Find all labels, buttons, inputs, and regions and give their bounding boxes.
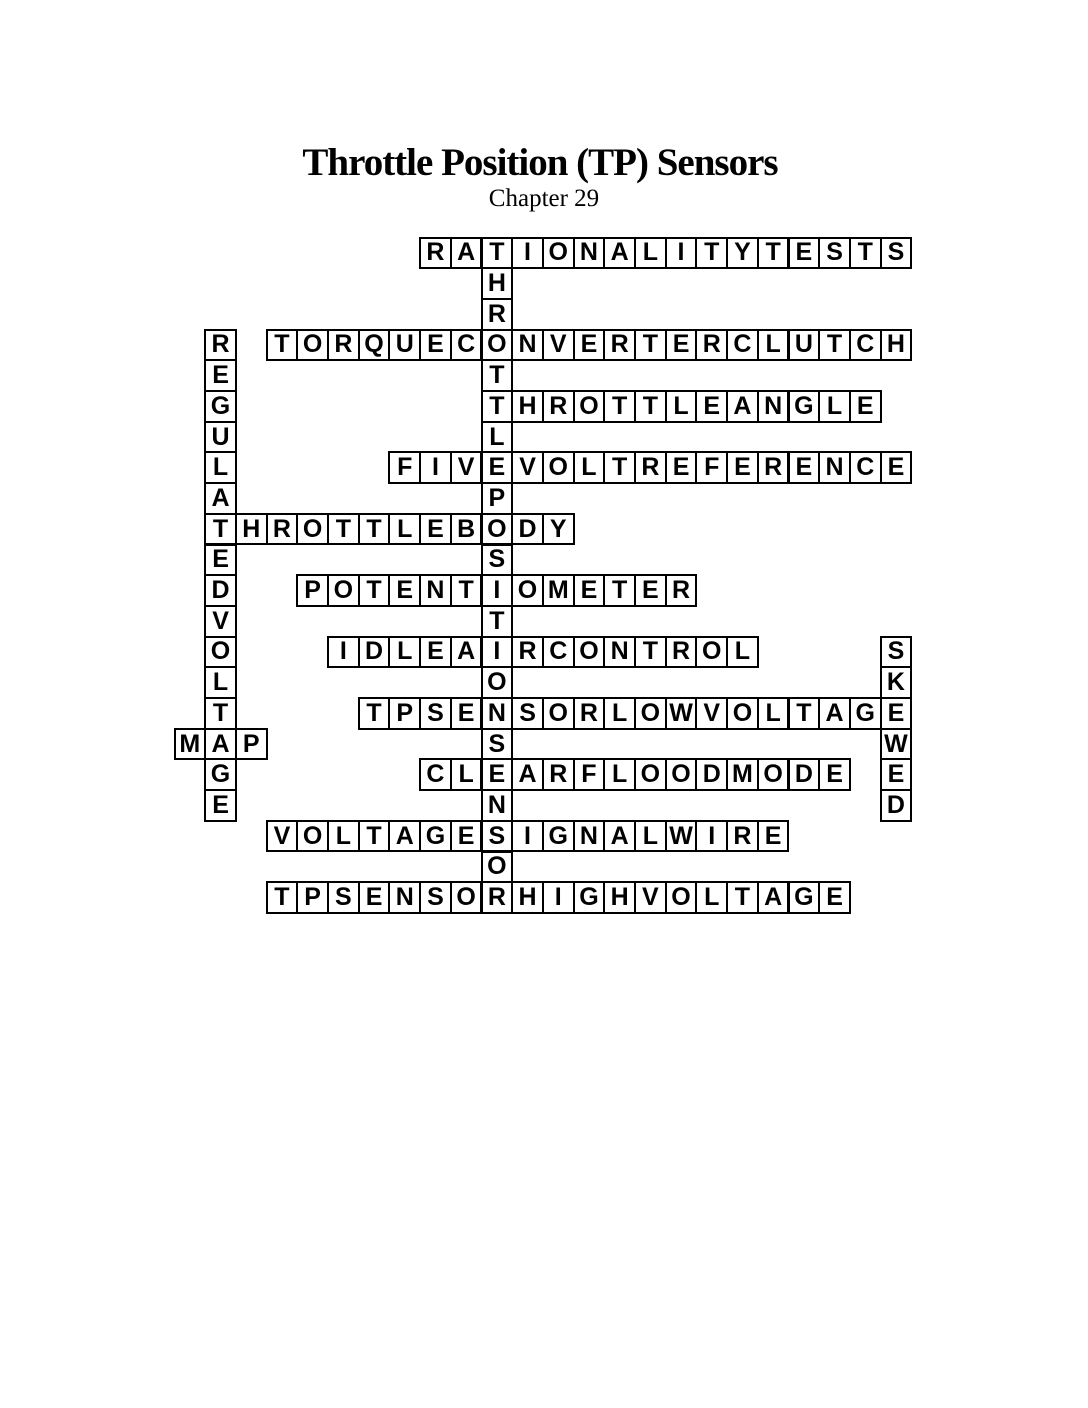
grid-cell: E (358, 881, 391, 914)
grid-cell: R (757, 451, 790, 484)
grid-cell: E (757, 820, 790, 853)
grid-cell: O (450, 881, 483, 914)
grid-cell: R (603, 329, 636, 362)
grid-cell: R (511, 636, 544, 669)
grid-cell: H (511, 390, 544, 423)
grid-cell: R (542, 758, 575, 791)
grid-cell: L (665, 390, 698, 423)
grid-cell: I (481, 636, 514, 669)
grid-cell: O (573, 636, 606, 669)
grid-cell: O (757, 758, 790, 791)
grid-cell: O (542, 697, 575, 730)
grid-cell: R (481, 298, 514, 331)
grid-cell: N (388, 881, 421, 914)
grid-cell: D (880, 789, 913, 822)
grid-cell: S (511, 697, 544, 730)
grid-cell: T (818, 329, 851, 362)
grid-cell: S (481, 544, 514, 577)
grid-cell: V (634, 881, 667, 914)
grid-cell: Y (542, 513, 575, 546)
grid-cell: N (481, 789, 514, 822)
grid-cell: N (419, 574, 452, 607)
grid-cell: I (542, 881, 575, 914)
grid-cell: L (634, 820, 667, 853)
grid-cell: V (695, 697, 728, 730)
grid-cell: D (204, 574, 237, 607)
grid-cell: M (726, 758, 759, 791)
grid-cell: T (450, 574, 483, 607)
grid-cell: O (481, 666, 514, 699)
grid-cell: O (695, 636, 728, 669)
grid-cell: T (757, 237, 790, 270)
grid-cell: B (450, 513, 483, 546)
grid-cell: N (818, 451, 851, 484)
grid-cell: E (450, 697, 483, 730)
grid-cell: G (204, 390, 237, 423)
grid-cell: O (573, 390, 606, 423)
grid-cell: A (511, 758, 544, 791)
grid-cell: O (296, 513, 329, 546)
grid-cell: T (634, 636, 667, 669)
grid-cell: A (757, 881, 790, 914)
grid-cell: M (542, 574, 575, 607)
grid-cell: E (204, 359, 237, 392)
grid-cell: W (665, 820, 698, 853)
grid-cell: R (726, 820, 759, 853)
grid-cell: A (450, 237, 483, 270)
grid-cell: P (235, 728, 268, 761)
grid-cell: S (880, 237, 913, 270)
grid-cell: A (726, 390, 759, 423)
grid-cell: K (880, 666, 913, 699)
grid-cell: O (634, 758, 667, 791)
grid-cell: N (603, 636, 636, 669)
grid-cell: H (603, 881, 636, 914)
grid-cell: E (450, 820, 483, 853)
grid-cell: S (419, 697, 452, 730)
grid-cell: W (665, 697, 698, 730)
grid-cell: R (327, 329, 360, 362)
grid-cell: U (788, 329, 821, 362)
grid-cell: V (450, 451, 483, 484)
grid-cell: R (419, 237, 452, 270)
grid-cell: L (634, 237, 667, 270)
grid-cell: I (511, 820, 544, 853)
grid-cell: T (358, 513, 391, 546)
grid-cell: O (542, 451, 575, 484)
grid-cell: G (419, 820, 452, 853)
grid-cell: E (880, 697, 913, 730)
grid-cell: N (573, 820, 606, 853)
grid-cell: S (818, 237, 851, 270)
grid-cell: L (388, 636, 421, 669)
grid-cell: T (266, 329, 299, 362)
grid-cell: E (665, 451, 698, 484)
grid-cell: T (695, 237, 728, 270)
grid-cell: O (481, 329, 514, 362)
grid-cell: W (880, 728, 913, 761)
grid-cell: G (573, 881, 606, 914)
grid-cell: T (358, 697, 391, 730)
grid-cell: R (665, 574, 698, 607)
grid-cell: A (388, 820, 421, 853)
grid-cell: L (603, 758, 636, 791)
grid-cell: T (481, 390, 514, 423)
grid-cell: I (419, 451, 452, 484)
grid-cell: T (327, 513, 360, 546)
grid-cell: O (296, 820, 329, 853)
grid-cell: T (634, 329, 667, 362)
grid-cell: O (481, 513, 514, 546)
grid-cell: F (695, 451, 728, 484)
grid-cell: U (204, 421, 237, 454)
grid-cell: T (634, 390, 667, 423)
grid-cell: D (788, 758, 821, 791)
grid-cell: V (266, 820, 299, 853)
grid-cell: E (419, 513, 452, 546)
grid-cell: O (327, 574, 360, 607)
grid-cell: T (788, 697, 821, 730)
grid-cell: A (603, 820, 636, 853)
grid-cell: C (849, 451, 882, 484)
grid-cell: T (204, 513, 237, 546)
grid-cell: N (481, 697, 514, 730)
grid-cell: L (204, 666, 237, 699)
grid-cell: O (665, 758, 698, 791)
grid-cell: E (204, 544, 237, 577)
grid-cell: R (204, 329, 237, 362)
grid-cell: M (174, 728, 207, 761)
grid-cell: E (573, 574, 606, 607)
grid-cell: G (204, 758, 237, 791)
grid-cell: O (726, 697, 759, 730)
grid-cell: G (542, 820, 575, 853)
grid-cell: A (204, 728, 237, 761)
grid-cell: L (481, 421, 514, 454)
grid-cell: E (481, 451, 514, 484)
grid-cell: E (818, 881, 851, 914)
grid-cell: I (327, 636, 360, 669)
grid-cell: T (603, 390, 636, 423)
grid-cell: L (695, 881, 728, 914)
grid-cell: C (542, 636, 575, 669)
grid-cell: F (573, 758, 606, 791)
grid-cell: P (481, 482, 514, 515)
grid-cell: O (542, 237, 575, 270)
grid-cell: D (511, 513, 544, 546)
grid-cell: C (849, 329, 882, 362)
grid-cell: E (726, 451, 759, 484)
grid-cell: E (204, 789, 237, 822)
grid-cell: E (419, 329, 452, 362)
grid-cell: E (419, 636, 452, 669)
grid-cell: E (788, 237, 821, 270)
grid-cell: E (388, 574, 421, 607)
grid-cell: R (665, 636, 698, 669)
grid-cell: N (757, 390, 790, 423)
grid-cell: I (481, 574, 514, 607)
grid-cell: H (880, 329, 913, 362)
grid-cell: C (450, 329, 483, 362)
grid-cell: D (358, 636, 391, 669)
grid-cell: O (634, 697, 667, 730)
grid-cell: H (511, 881, 544, 914)
grid-cell: L (603, 697, 636, 730)
grid-cell: L (204, 451, 237, 484)
grid-cell: R (481, 881, 514, 914)
grid-cell: N (511, 329, 544, 362)
grid-cell: V (542, 329, 575, 362)
grid-cell: T (726, 881, 759, 914)
grid-cell: T (849, 237, 882, 270)
grid-cell: O (665, 881, 698, 914)
grid-cell: G (788, 390, 821, 423)
grid-cell: P (296, 574, 329, 607)
grid-cell: O (511, 574, 544, 607)
grid-cell: L (327, 820, 360, 853)
grid-cell: T (358, 574, 391, 607)
grid-cell: H (235, 513, 268, 546)
grid-cell: R (573, 697, 606, 730)
page-title: Throttle Position (TP) Sensors (302, 141, 778, 184)
grid-cell: Y (726, 237, 759, 270)
grid-cell: C (726, 329, 759, 362)
grid-cell: I (695, 820, 728, 853)
grid-cell: I (511, 237, 544, 270)
grid-cell: S (327, 881, 360, 914)
grid-cell: E (481, 758, 514, 791)
grid-cell: L (818, 390, 851, 423)
grid-cell: F (388, 451, 421, 484)
page-subtitle: Chapter 29 (488, 185, 600, 212)
grid-cell: V (511, 451, 544, 484)
grid-cell: D (695, 758, 728, 791)
grid-cell: T (266, 881, 299, 914)
grid-cell: T (481, 359, 514, 392)
grid-cell: R (542, 390, 575, 423)
grid-cell: T (603, 451, 636, 484)
grid-cell: T (603, 574, 636, 607)
grid-cell: E (665, 329, 698, 362)
grid-cell: T (481, 237, 514, 270)
grid-cell: E (634, 574, 667, 607)
grid-cell: L (450, 758, 483, 791)
grid-cell: E (695, 390, 728, 423)
grid-cell: P (388, 697, 421, 730)
grid-cell: S (419, 881, 452, 914)
grid-cell: A (204, 482, 237, 515)
grid-cell: G (849, 697, 882, 730)
grid-cell: L (388, 513, 421, 546)
grid-cell: L (757, 329, 790, 362)
grid-cell: A (818, 697, 851, 730)
grid-cell: C (419, 758, 452, 791)
grid-cell: E (849, 390, 882, 423)
grid-cell: H (481, 267, 514, 300)
grid-cell: L (757, 697, 790, 730)
grid-cell: N (573, 237, 606, 270)
grid-cell: S (481, 820, 514, 853)
grid-cell: I (665, 237, 698, 270)
grid-cell: P (296, 881, 329, 914)
grid-cell: A (603, 237, 636, 270)
grid-cell: E (573, 329, 606, 362)
grid-cell: T (481, 605, 514, 638)
grid-cell: O (204, 636, 237, 669)
grid-cell: L (573, 451, 606, 484)
grid-cell: E (880, 758, 913, 791)
grid-cell: G (788, 881, 821, 914)
grid-cell: T (204, 697, 237, 730)
grid-cell: S (481, 728, 514, 761)
grid-cell: S (880, 636, 913, 669)
grid-cell: T (358, 820, 391, 853)
grid-cell: O (481, 851, 514, 884)
grid-cell: E (880, 451, 913, 484)
grid-cell: U (388, 329, 421, 362)
grid-cell: R (634, 451, 667, 484)
grid-cell: V (204, 605, 237, 638)
grid-cell: R (266, 513, 299, 546)
grid-cell: Q (358, 329, 391, 362)
grid-cell: L (726, 636, 759, 669)
grid-cell: E (788, 451, 821, 484)
grid-cell: E (818, 758, 851, 791)
grid-cell: R (695, 329, 728, 362)
grid-cell: A (450, 636, 483, 669)
grid-cell: O (296, 329, 329, 362)
